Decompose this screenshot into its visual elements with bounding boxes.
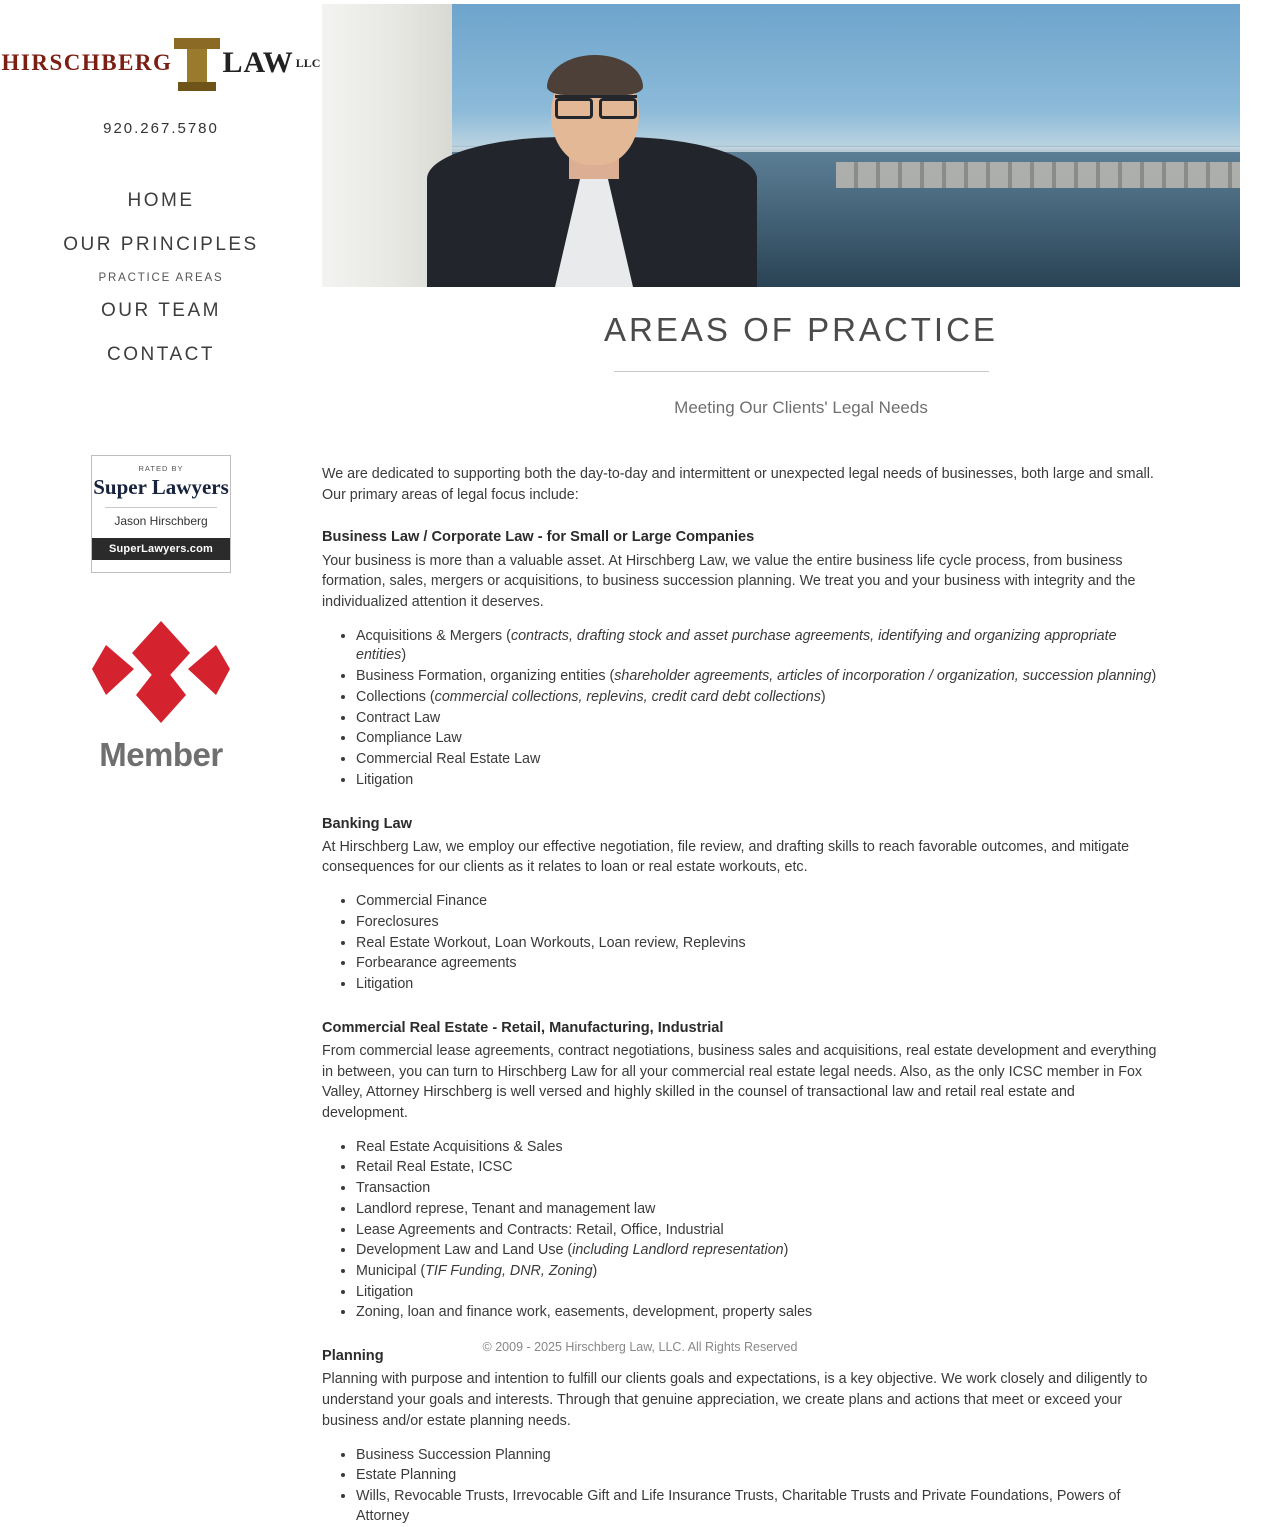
list-item: • Compliance Law [356, 729, 1158, 750]
section-heading-banking-law: Banking Law [322, 814, 1158, 835]
page-title: AREAS OF PRACTICE [322, 311, 1280, 349]
title-divider [614, 371, 989, 372]
intro-paragraph: We are dedicated to supporting both the day-to-day and intermittent or unexpected legal needs of businesses, both large and small. Our primary areas of legal focus include: [322, 464, 1158, 505]
super-lawyers-site: SuperLawyers.com [92, 538, 230, 560]
section-bullets-commercial-real-estate [322, 1138, 1158, 1324]
section-heading-business-law: Business Law / Corporate Law - for Small or Large Companies [322, 527, 1158, 548]
super-lawyers-attorney-name: Jason Hirschberg [114, 514, 207, 528]
list-item: • Landlord represe, Tenant and management law [356, 1200, 1158, 1221]
footer-copyright: © 2009 - 2025 Hirschberg Law, LLC. All Rights Reserved [0, 1340, 1280, 1354]
section-heading-planning: Planning [322, 1346, 1158, 1367]
list-item: • Zoning, loan and finance work, easements, development, property sales [356, 1303, 1158, 1324]
list-item: • Foreclosures [356, 913, 1158, 934]
list-item: • Municipal (TIF Funding, DNR, Zoning) [356, 1262, 1158, 1283]
icsc-logo-icon [86, 619, 236, 727]
list-item: • Commercial Finance [356, 892, 1158, 913]
list-item: • Contract Law [356, 709, 1158, 730]
nav-item-our-team[interactable]: OUR TEAM [0, 289, 322, 333]
icsc-member-badge[interactable] [81, 619, 241, 774]
list-item: • Wills, Revocable Trusts, Irrevocable Gift and Life Insurance Trusts, Charitable Trusts and Private Foundations, Powers of Attorney [356, 1487, 1158, 1527]
practice-areas-content [322, 464, 1240, 1527]
list-item: • Retail Real Estate, ICSC [356, 1158, 1158, 1179]
section-bullets-banking-law [322, 892, 1158, 996]
list-item: • Business Succession Planning [356, 1446, 1158, 1467]
section-heading-commercial-real-estate: Commercial Real Estate - Retail, Manufacturing, Industrial [322, 1018, 1158, 1039]
nav-item-our-principles[interactable]: OUR PRINCIPLES [0, 223, 322, 267]
attorney-portrait [427, 42, 757, 287]
section-body-commercial-real-estate: From commercial lease agreements, contract negotiations, business sales and acquisitions, real estate development and everything in between, you can turn to Hirschberg Law for all your commercial real estate legal needs. Also, as the only ICSC member in Fox Valley, Attorney Hirschberg is well versed and highly skilled in the counsel of transactional law and retail real estate and development. [322, 1041, 1158, 1124]
hero-photo [322, 4, 1240, 287]
list-item: • Estate Planning [356, 1466, 1158, 1487]
list-item: • Lease Agreements and Contracts: Retail, Office, Industrial [356, 1221, 1158, 1242]
main-content [322, 0, 1280, 1372]
section-body-banking-law: At Hirschberg Law, we employ our effective negotiation, file review, and drafting skills to reach favorable outcomes, and mitigate consequences for our clients as it relates to loan or real estate workouts, etc. [322, 837, 1158, 878]
super-lawyers-title: Super Lawyers [93, 475, 229, 500]
logo-suffix-llc: LLC [296, 56, 321, 71]
logo-word-hirschberg: HIRSCHBERG [2, 50, 173, 76]
list-item: • Litigation [356, 975, 1158, 996]
list-item: • Business Formation, organizing entities (shareholder agreements, articles of incorporation / organization, succession planning) [356, 667, 1158, 688]
logo-word-law: LAW [222, 46, 293, 80]
list-item: • Real Estate Workout, Loan Workouts, Loan review, Replevins [356, 934, 1158, 955]
super-lawyers-rated-by: RATED BY [139, 464, 184, 473]
phone-number[interactable]: 920.267.5780 [0, 120, 322, 137]
badge-divider [105, 507, 217, 508]
section-body-business-law: Your business is more than a valuable asset. At Hirschberg Law, we value the entire business life cycle process, from business formation, sales, mergers or acquisitions, to business succession planning. We treat you and your business with integrity and the individualized attention it deserves. [322, 551, 1158, 613]
column-icon [174, 32, 220, 94]
list-item: • Acquisitions & Mergers (contracts, drafting stock and asset purchase agreements, identifying and organizing appropriate entities) [356, 627, 1158, 667]
list-item: • Commercial Real Estate Law [356, 750, 1158, 771]
sidebar [0, 0, 322, 1372]
hero-dock [836, 162, 1240, 188]
section-bullets-planning [322, 1446, 1158, 1527]
icsc-member-label: Member [81, 736, 241, 774]
list-item: • Collections (commercial collections, replevins, credit card debt collections) [356, 688, 1158, 709]
list-item: • Real Estate Acquisitions & Sales [356, 1138, 1158, 1159]
section-bullets-business-law [322, 627, 1158, 792]
list-item: • Litigation [356, 771, 1158, 792]
nav-item-contact[interactable]: CONTACT [0, 333, 322, 377]
section-body-planning: Planning with purpose and intention to fulfill our clients goals and expectations, is a key objective. We work closely and diligently to understand your goals and interests. Through that genuine appreciation, we create plans and actions that meet or exceed your business and/or estate planning needs. [322, 1369, 1158, 1431]
nav-item-home[interactable]: HOME [0, 179, 322, 223]
list-item: • Development Law and Land Use (including Landlord representation) [356, 1241, 1158, 1262]
nav-item-practice-areas[interactable]: PRACTICE AREAS [0, 267, 322, 289]
list-item: • Forbearance agreements [356, 954, 1158, 975]
site-logo[interactable] [0, 28, 322, 98]
main-navigation [0, 179, 322, 377]
list-item: • Transaction [356, 1179, 1158, 1200]
super-lawyers-badge[interactable] [91, 455, 231, 573]
page-subtitle: Meeting Our Clients' Legal Needs [322, 398, 1280, 418]
list-item: • Litigation [356, 1283, 1158, 1304]
